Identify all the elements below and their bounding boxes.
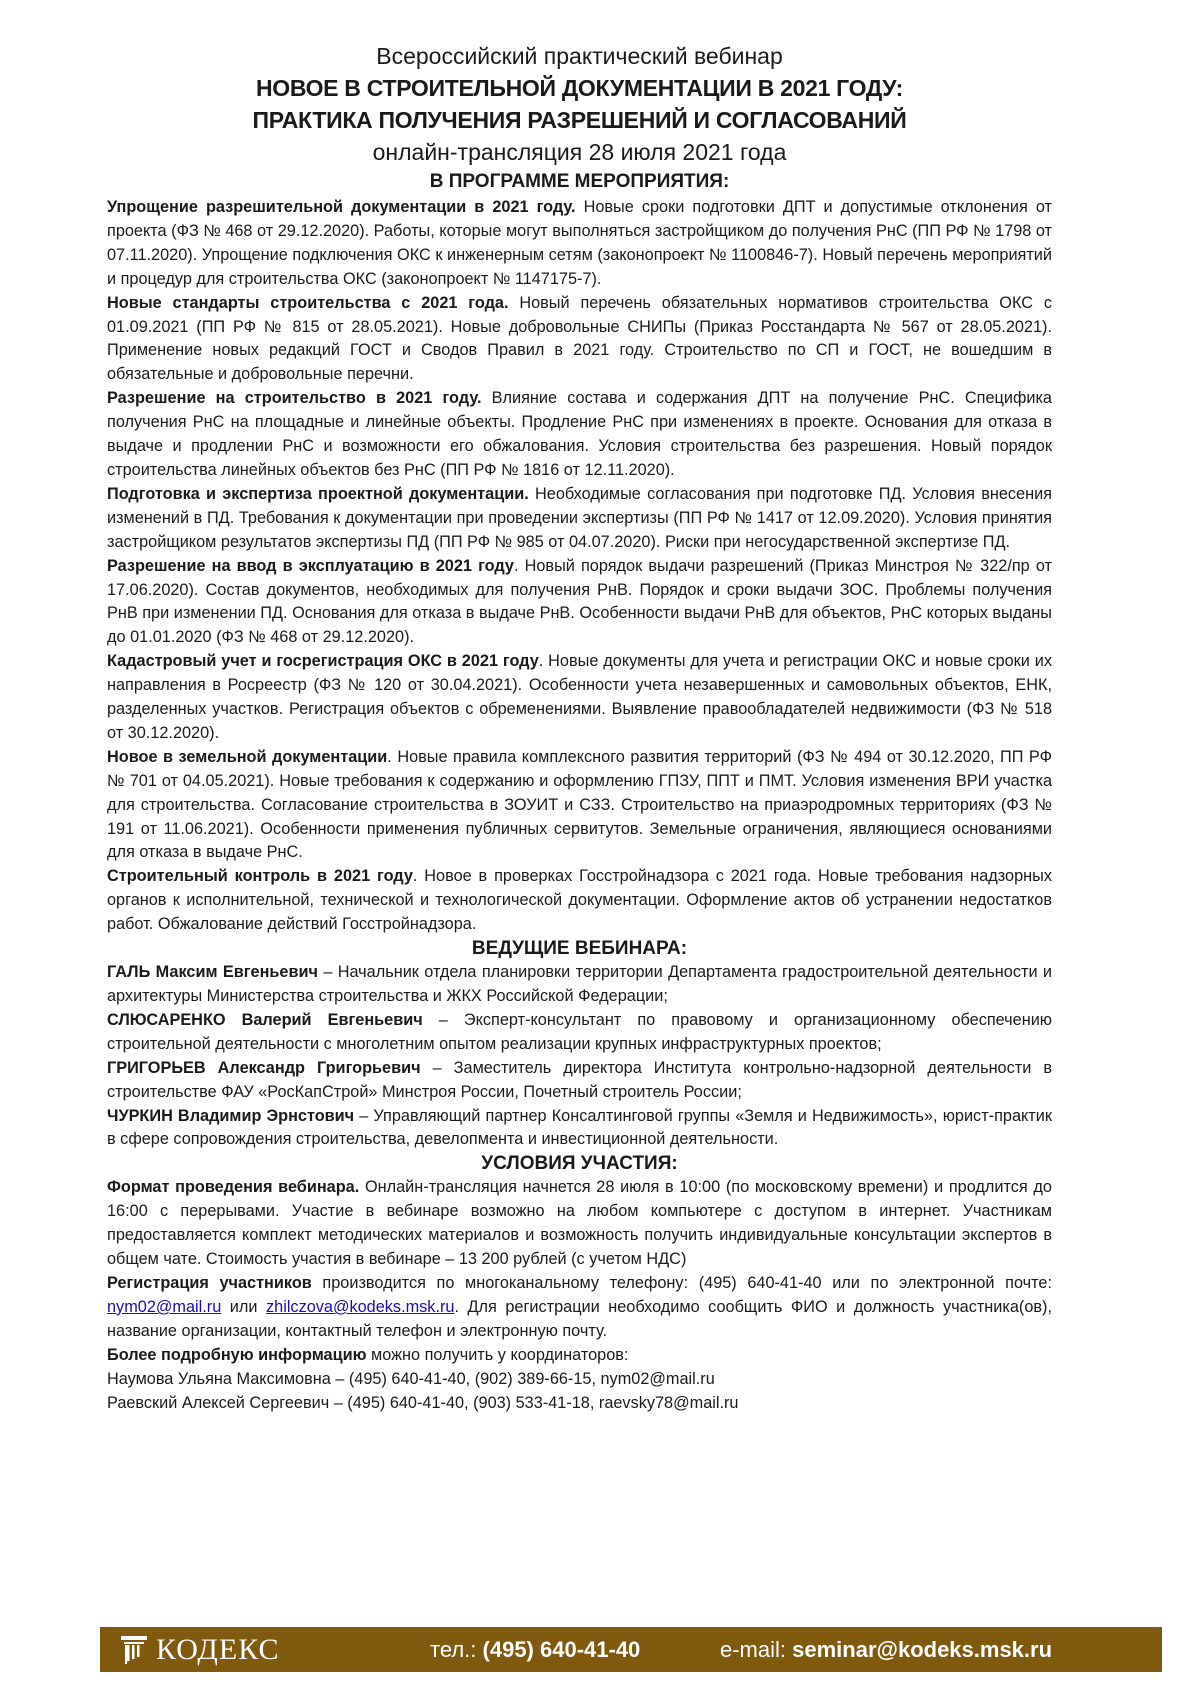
phone-label: тел.: <box>430 1637 483 1662</box>
event-date: онлайн-трансляция 28 июля 2021 года <box>372 139 787 165</box>
speaker-item <box>107 1009 1052 1057</box>
registration-paragraph <box>107 1272 1052 1344</box>
conditions-section <box>107 1176 1052 1415</box>
info-paragraph <box>107 1344 1052 1368</box>
speaker-description: – Эксперт-консультант по правовому и организационному обеспечению строительной деятельности с многолетним опытом реализации крупных инфраструктурных проектов; <box>107 1010 1052 1053</box>
program-item-text: Новый перечень обязательных нормативов строительства ОКС с 01.09.2021 (ПП РФ № 815 от 28.05.2021). Новые добровольные СНИПы (Приказ Росстандарта № 567 от 28.05.2021). Применение новых редакций ГОСТ и Сводов Правил в 2021 году. Строительство по СП и ГОСТ, не вошедшим в обязательные и добровольные перечни. <box>107 293 1053 384</box>
program-item-title: Строительный контроль в 2021 году <box>107 867 413 886</box>
kodeks-logo <box>120 1633 280 1666</box>
coordinator-contact: Наумова Ульяна Максимовна – (495) 640-41-40, (902) 389-66-15, nym02@mail.ru <box>107 1369 715 1388</box>
info-title: Более подробную информацию <box>107 1345 367 1364</box>
email-label: e-mail: <box>720 1637 793 1662</box>
speaker-description: – Управляющий партнер Консалтинговой группы «Земля и Недвижимость», юрист-практик в сфере сопровождения строительства, девелопмента и инвестиционной деятельности. <box>107 1106 1052 1149</box>
program-item-title: Разрешение на ввод в эксплуатацию в 2021 году <box>107 556 514 575</box>
program-item-title: Подготовка и экспертиза проектной документации. <box>107 484 529 503</box>
program-item-text: Новые сроки подготовки ДПТ и допустимые отклонения от проекта (ФЗ № 468 от 29.12.2020). Работы, которые могут выполняться застройщиком до получения РнС (ПП РФ № 1798 от 07.11.2020). Упрощение подключения ОКС к инженерным сетям (законопроект № 1100846-7). Новый перечень мероприятий и процедур для строительства ОКС (законопроект № 1147175-7). <box>107 198 1052 288</box>
speakers-heading: ВЕДУЩИЕ ВЕБИНАРА: <box>471 938 688 960</box>
coordinator-contact: Раевский Алексей Сергеевич – (495) 640-41-40, (903) 533-41-18, raevsky78@mail.ru <box>107 1393 739 1412</box>
speaker-item <box>107 1057 1052 1105</box>
program-item <box>107 746 1052 866</box>
speaker-item <box>107 1105 1052 1153</box>
format-text: Онлайн-трансляция начнется 28 июля в 10:00 (по московскому времени) и продлится до 16:00 с перерывами. Участие в вебинаре возможно на любом компьютере с доступом в интернет. Участникам предоставляется комплект методических материалов и возможность получить индивидуальные консультации экспертов в общем чате. Стоимость участия в вебинаре – 13 200 рублей (с учетом НДС) <box>107 1178 1052 1269</box>
event-title-line-2: ПРАКТИКА ПОЛУЧЕНИЯ РАЗРЕШЕНИЙ И СОГЛАСОВАНИЙ <box>252 107 907 133</box>
registration-text-2: . Для регистрации необходимо сообщить ФИО и должность участника(ов), название организации, контактный телефон и электронную почту. <box>107 1297 1052 1340</box>
program-item <box>107 483 1052 555</box>
program-item <box>107 865 1052 937</box>
program-item-text: Влияние состава и содержания ДПТ на получение РнС. Специфика получения РнС на площадные и линейные объекты. Продление РнС при изменениях в проекте. Основания для отказа в выдаче и продлении РнС и возможности его обжалования. Условия строительства без разрешения. Новый порядок строительства линейных объектов без РнС (ПП РФ № 1816 от 12.11.2020). <box>107 389 1052 479</box>
program-item-title: Новое в земельной документации <box>107 747 388 766</box>
speakers-list <box>107 961 1052 1152</box>
program-item <box>107 650 1052 746</box>
document-page <box>107 40 1052 1415</box>
document-header <box>107 40 1052 196</box>
program-item-title: Кадастровый учет и госрегистрация ОКС в 2021 году <box>107 652 539 671</box>
logo-text: КОДЕКС <box>156 1632 280 1666</box>
registration-title: Регистрация участников <box>107 1273 312 1292</box>
program-item <box>107 292 1052 388</box>
program-item-title: Разрешение на строительство в 2021 году. <box>107 389 482 408</box>
program-item-text: . Новое в проверках Госстройнадзора с 2021 года. Новые требования надзорных органов к исполнительной, технической и технологической документации. Оформление актов об устранении недостатков работ. Обжалование действий Госстройнадзора. <box>107 867 1052 934</box>
email-value[interactable]: seminar@kodeks.msk.ru <box>792 1637 1053 1662</box>
program-item-text: . Новые правила комплексного развития территорий (ФЗ № 494 от 30.12.2020, ПП РФ № 701 от 04.05.2021). Новые требования к содержанию и оформлению ГПЗУ, ППТ и ПМТ. Условия изменения ВРИ участка для строительства. Согласование строительства в ЗОУИТ и СЗЗ. Строительство на приаэродромных территориях (ФЗ № 191 от 11.06.2021). Особенности применения публичных сервитутов. Земельные ограничения, являющиеся основаниями для отказа в выдаче РнС. <box>107 747 1052 862</box>
column-icon <box>120 1635 148 1665</box>
footer-bar <box>100 1627 1162 1672</box>
program-item-title: Новые стандарты строительства с 2021 года. <box>107 293 509 312</box>
program-item-text: Необходимые согласования при подготовке ПД. Условия внесения изменений в ПД. Требования к документации при проведении экспертизы (ПП РФ № 1417 от 12.09.2020). Условия принятия застройщиком результатов экспертизы ПД (ПП РФ № 985 от 04.07.2020). Риски при негосударственной экспертизе ПД. <box>107 484 1052 551</box>
speaker-name: СЛЮСАРЕНКО Валерий Евгеньевич <box>107 1010 423 1029</box>
speaker-item <box>107 961 1052 1009</box>
conditions-heading: УСЛОВИЯ УЧАСТИЯ: <box>481 1153 678 1175</box>
program-heading: В ПРОГРАММЕ МЕРОПРИЯТИЯ: <box>429 171 730 192</box>
speaker-name: ГРИГОРЬЕВ Александр Григорьевич <box>107 1058 421 1077</box>
speaker-description: – Начальник отдела планировки территории Департамента градостроительной деятельности и архитектуры Министерства строительства и ЖКХ Российской Федерации; <box>107 963 1053 1005</box>
event-title-line-1: НОВОЕ В СТРОИТЕЛЬНОЙ ДОКУМЕНТАЦИИ В 2021 ГОДУ: <box>255 75 904 101</box>
registration-text: производится по многоканальному телефону: (495) 640-41-40 или по электронной почте: <box>311 1273 1052 1292</box>
speaker-description: – Заместитель директора Института контрольно-надзорной деятельности в строительстве ФАУ «РосКапСтрой» Минстроя России, Почетный строитель России; <box>107 1058 1052 1101</box>
program-list <box>107 196 1052 937</box>
program-item-title: Упрощение разрешительной документации в 2021 году. <box>107 198 576 216</box>
email-link-zhilczova[interactable]: zhilczova@kodeks.msk.ru <box>266 1297 455 1316</box>
program-item-text: . Новые документы для учета и регистрации ОКС и новые сроки их направления в Росреестр (ФЗ № 120 от 30.04.2021). Особенности учета незавершенных и самовольных объектов, ЕНК, разделенных участков. Регистрация объектов с обременениями. Выявление правообладателей недвижимости (ФЗ № 518 от 30.12.2020). <box>107 652 1052 742</box>
program-item <box>107 555 1052 651</box>
speaker-name: ЧУРКИН Владимир Эрнстович <box>107 1106 355 1125</box>
footer-email <box>720 1637 1052 1663</box>
registration-or: или <box>221 1297 266 1316</box>
program-item-text: . Новый порядок выдачи разрешений (Приказ Минстроя № 322/пр от 17.06.2020). Состав документов, необходимых для получения РнВ. Порядок и сроки выдачи ЗОС. Проблемы получения РнВ при изменении ПД. Основания для отказа в выдаче РнВ. Особенности выдачи РнВ для объектов, РнС которых выданы до 01.01.2020 (ФЗ № 468 от 29.12.2020). <box>107 556 1052 647</box>
program-item <box>107 196 1052 292</box>
phone-value: (495) 640-41-40 <box>482 1637 641 1662</box>
program-item <box>107 387 1052 483</box>
format-paragraph <box>107 1176 1052 1272</box>
email-link-nym02[interactable]: nym02@mail.ru <box>107 1297 222 1316</box>
info-text: можно получить у координаторов: <box>366 1345 629 1364</box>
speaker-name: ГАЛЬ Максим Евгеньевич <box>107 963 318 982</box>
format-title: Формат проведения вебинара. <box>107 1178 360 1197</box>
footer-phone <box>430 1637 640 1663</box>
event-type: Всероссийский практический вебинар <box>376 43 783 69</box>
